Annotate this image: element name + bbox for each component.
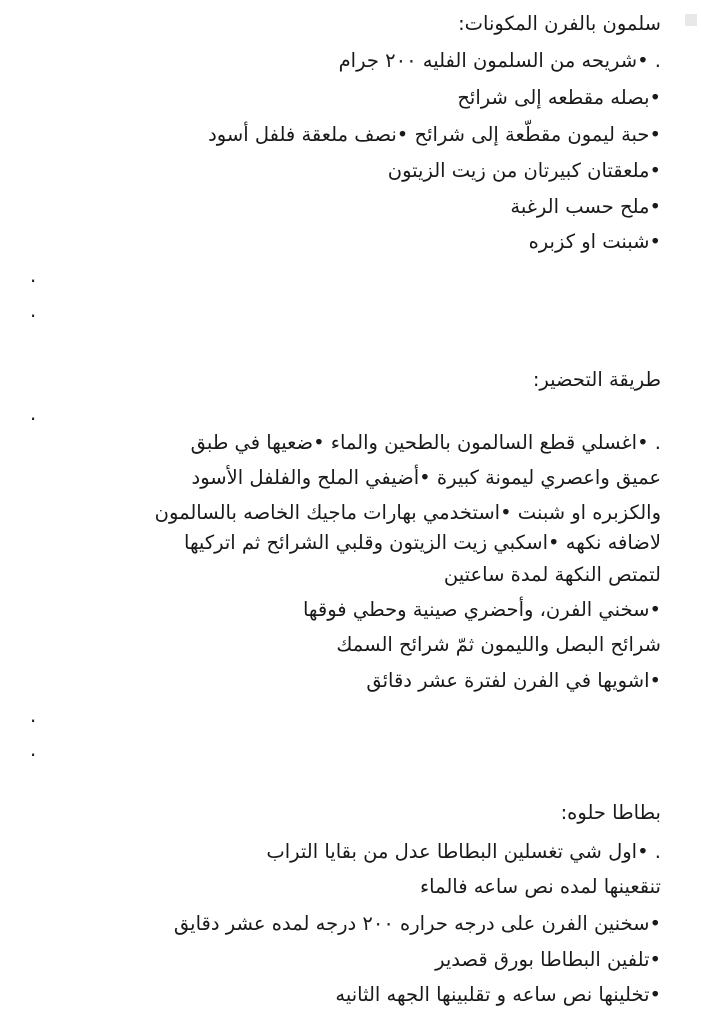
preparation-line: •اشويها في الفرن لفترة عشر دقائق xyxy=(366,669,661,692)
preparation-line: لاضافه نكهه •اسكبي زيت الزيتون وقلبي الشرائح ثم اتركيها xyxy=(184,531,661,554)
section-title-sweet-potato: بطاطا حلوه: xyxy=(560,801,661,824)
ingredient-item: •بصله مقطعه إلى شرائح xyxy=(457,86,661,109)
preparation-line: شرائح البصل والليمون ثمّ شرائح السمك xyxy=(336,633,661,656)
preparation-line: . •اغسلي قطع السالمون بالطحين والماء •ضعيها في طبق xyxy=(190,431,661,454)
sweet-potato-line: •تلفين البطاطا بورق قصدير xyxy=(435,948,661,971)
preparation-line: •سخني الفرن، وأحضري صينية وحطي فوقها xyxy=(302,598,661,621)
spacer-dot: . xyxy=(30,264,37,287)
sweet-potato-line: •سخنين الفرن على درجه حراره ٢٠٠ درجه لمده عشر دقايق xyxy=(173,912,661,935)
section-title-preparation: طريقة التحضير: xyxy=(532,368,661,391)
ingredient-item: •شبنت او كزبره xyxy=(528,230,661,253)
preparation-line: عميق واعصري ليمونة كبيرة •أضيفي الملح والفلفل الأسود xyxy=(191,466,661,489)
sweet-potato-line: تنقعينها لمده نص ساعه فالماء xyxy=(419,875,661,898)
preparation-line: لتمتص النكهة لمدة ساعتين xyxy=(443,563,661,586)
sweet-potato-line: •تخلينها نص ساعه و تقلبينها الجهه الثانيه xyxy=(335,983,661,1006)
section-title-salmon-ingredients: سلمون بالفرن المكونات: xyxy=(458,12,661,35)
ingredient-item: . •شريحه من السلمون الفليه ٢٠٠ جرام xyxy=(338,49,661,72)
spacer-dot: . xyxy=(30,299,37,322)
corner-check-icon xyxy=(685,14,697,26)
spacer-dot: . xyxy=(30,738,37,761)
preparation-line: والكزبره او شبنت •استخدمي بهارات ماجيك الخاصه بالسالمون xyxy=(154,501,661,524)
sweet-potato-line: . •اول شي تغسلين البطاطا عدل من بقايا التراب xyxy=(266,840,661,863)
spacer-dot: . xyxy=(30,704,37,727)
ingredient-item: •ملعقتان كبيرتان من زيت الزيتون xyxy=(387,159,661,182)
ingredient-item: •ملح حسب الرغبة xyxy=(510,195,661,218)
spacer-dot: . xyxy=(30,402,37,425)
ingredient-item: •حبة ليمون مقطّعة إلى شرائح •نصف ملعقة فلفل أسود xyxy=(208,123,661,146)
